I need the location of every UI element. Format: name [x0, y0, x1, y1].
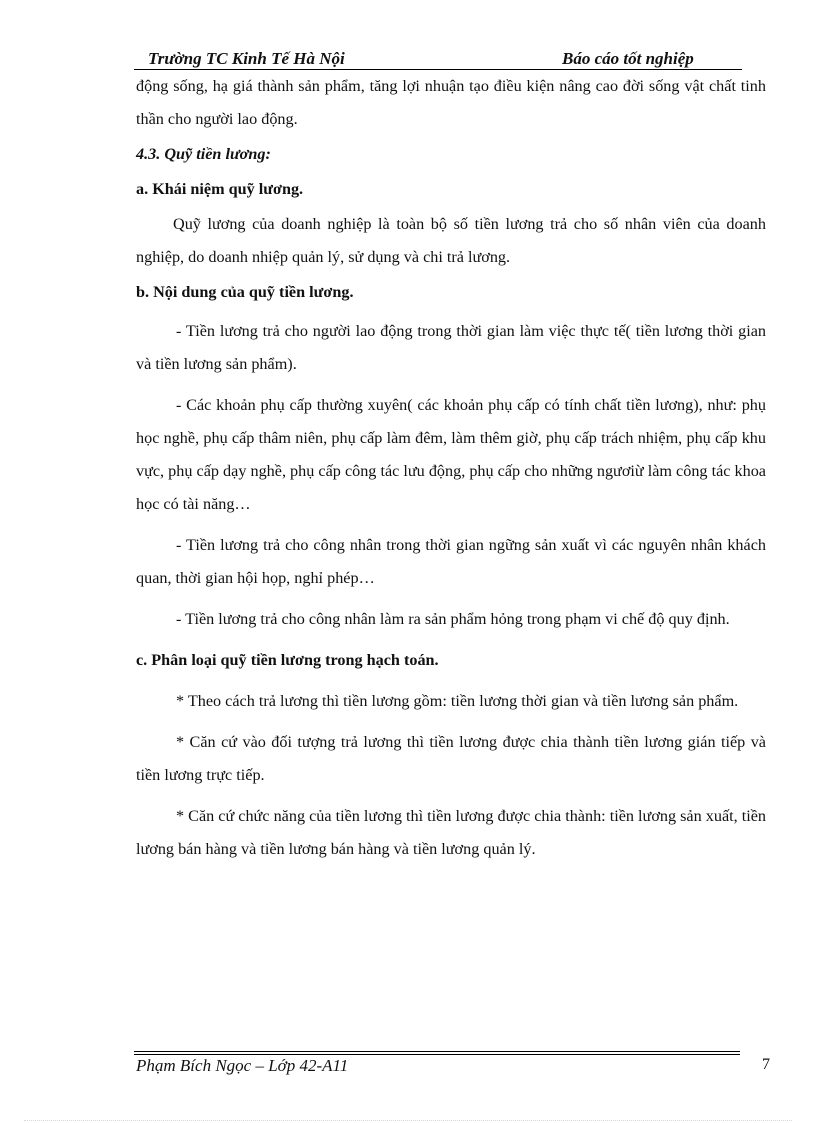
footer-divider-thin: [134, 1054, 740, 1055]
list-item-b-1: - Tiền lương trả cho người lao động trong thời gian làm việc thực tế( tiền lương thời gian và tiền lương sản phẩm).: [136, 322, 766, 373]
header-school: Trường TC Kinh Tế Hà Nội: [148, 49, 345, 68]
list-item-c-2: * Căn cứ vào đối tượng trả lương thì tiền lương được chia thành tiền lương gián tiếp và tiền lương trực tiếp.: [136, 733, 766, 784]
page-body: [136, 70, 766, 866]
list-item-b-3: - Tiền lương trả cho công nhân trong thời gian ngững sản xuất vì các nguyên nhân khách quan, thời gian hội họp, nghỉ phép…: [136, 536, 766, 587]
paragraph-a: Quỹ lương của doanh nghiệp là toàn bộ số tiền lương trả cho số nhân viên của doanh nghiệp, do doanh nhiệp quản lý, sử dụng và chi trả lương.: [136, 215, 766, 266]
list-item-c-3: * Căn cứ chức năng của tiền lương thì tiền lương được chia thành: tiền lương sản xuất, tiền lương bán hàng và tiền lương bán hàng và tiền lương quản lý.: [136, 807, 766, 858]
subheading-b: b. Nội dung của quỹ tiền lương.: [136, 283, 354, 301]
page-number: 7: [762, 1056, 770, 1073]
footer-author: Phạm Bích Ngọc – Lớp 42-A11: [136, 1056, 349, 1075]
header-report-title: Báo cáo tốt nghiệp: [562, 49, 694, 68]
section-title: 4.3. Quỹ tiền lương:: [136, 145, 271, 163]
subheading-a: a. Khái niệm quỹ lương.: [136, 180, 304, 198]
footer-divider: [134, 1051, 740, 1052]
intro-paragraph: động sống, hạ giá thành sản phẩm, tăng lợi nhuận tạo điều kiện nâng cao đời sống vật chất tinh thần cho người lao động.: [136, 77, 766, 128]
list-item-c-1: * Theo cách trả lương thì tiền lương gồm: tiền lương thời gian và tiền lương sản phẩm.: [176, 692, 739, 710]
subheading-c: c. Phân loại quỹ tiền lương trong hạch toán.: [136, 651, 439, 669]
page-header: [134, 47, 742, 70]
page-edge: [24, 1120, 792, 1121]
list-item-b-4: - Tiền lương trả cho công nhân làm ra sản phẩm hỏng trong phạm vi chế độ quy định.: [176, 610, 730, 628]
list-item-b-2: - Các khoản phụ cấp thường xuyên( các khoản phụ cấp có tính chất tiền lương), như: phụ học nghề, phụ cấp thâm niên, phụ cấp làm đêm, làm thêm giờ, phụ cấp trách nhiệm, phụ cấp khu vực, phụ cấp dạy nghề, phụ cấp công tác lưu động, phụ cấp cho những ngươiừ làm công tác khoa học có tài năng…: [136, 396, 766, 513]
